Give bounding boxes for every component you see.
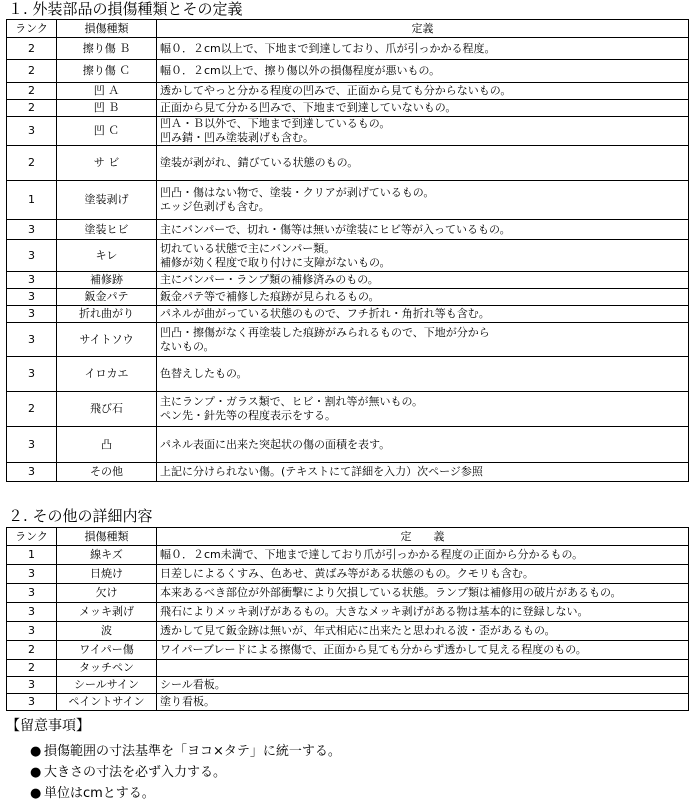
damage-type-cell: 欠け xyxy=(57,584,157,603)
header-type: 損傷種類 xyxy=(57,528,157,546)
note-item xyxy=(30,741,341,762)
definition-line: 上記に分けられない傷。(テキストにて詳細を入力）次ページ参照 xyxy=(160,465,483,478)
definition-line: 幅０．２cm以上で、下地まで到達しており、爪が引っかかる程度。 xyxy=(160,41,496,55)
damage-type-cell: 日焼け xyxy=(57,565,157,584)
damage-type-cell: 擦り傷 Ｂ xyxy=(57,38,157,60)
note-text: 損傷範囲の寸法基準を「ヨコ×タテ」に統一する。 xyxy=(44,744,341,759)
damage-type-cell: その他 xyxy=(57,463,157,482)
definition-cell xyxy=(157,117,689,146)
damage-type-cell: 塗装剥げ xyxy=(57,181,157,220)
damage-type-cell: 凹 Ｂ xyxy=(57,100,157,117)
definition-cell xyxy=(157,100,689,117)
header-type: 損傷種類 xyxy=(57,20,157,38)
table-row xyxy=(7,117,689,146)
rank-cell: 3 xyxy=(7,220,57,240)
definition-line: 切れている状態で主にバンパー類。 xyxy=(160,241,336,255)
other-details-body xyxy=(7,546,689,711)
notes-list xyxy=(30,741,341,804)
rank-cell: 2 xyxy=(7,83,57,100)
definition-line: 鈑金パテ等で補修した痕跡が見られるもの。 xyxy=(160,290,380,303)
rank-cell: 2 xyxy=(7,660,57,677)
definition-cell xyxy=(157,60,689,83)
damage-type-cell: キレ xyxy=(57,240,157,272)
table-row xyxy=(7,622,689,641)
rank-cell: 3 xyxy=(7,117,57,146)
header-rank: ランク xyxy=(7,20,57,38)
note-item xyxy=(30,783,341,804)
definition-cell xyxy=(157,146,689,181)
damage-type-cell: 凸 xyxy=(57,427,157,463)
definition-line: ないもの。 xyxy=(160,339,215,353)
definition-line: ペン先・針先等の程度表示をする。 xyxy=(160,409,336,422)
rank-cell: 2 xyxy=(7,60,57,83)
rank-cell: 3 xyxy=(7,565,57,584)
rank-cell: 3 xyxy=(7,694,57,711)
definition-line: 補修が効く程度で取り付けに支障がないもの。 xyxy=(160,255,391,269)
definition-line: エッジ色剥げも含む。 xyxy=(160,200,270,213)
rank-cell: 3 xyxy=(7,427,57,463)
table-row xyxy=(7,60,689,83)
rank-cell: 1 xyxy=(7,546,57,565)
definition-line: 凹み錆・凹み塗装剥げも含む。 xyxy=(160,131,314,144)
rank-cell: 2 xyxy=(7,100,57,117)
table-row xyxy=(7,603,689,622)
header-rank: ランク xyxy=(7,528,57,546)
damage-type-cell: 凹 Ａ xyxy=(57,83,157,100)
table-row xyxy=(7,272,689,289)
damage-type-cell: タッチペン xyxy=(57,660,157,677)
rank-cell: 3 xyxy=(7,603,57,622)
rank-cell: 3 xyxy=(7,272,57,289)
section2-title: ２. その他の詳細内容 xyxy=(8,507,153,525)
rank-cell: 2 xyxy=(7,38,57,60)
definition-line: 主にバンパーで、切れ・傷等は無いが塗装にヒビ等が入っているもの。 xyxy=(160,222,511,236)
definition-cell xyxy=(157,272,689,289)
rank-cell: 3 xyxy=(7,622,57,641)
bullet-icon: ● xyxy=(30,744,42,759)
table-row xyxy=(7,546,689,565)
damage-definition-table xyxy=(6,19,689,482)
definition-cell xyxy=(157,660,689,677)
definition-cell xyxy=(157,622,689,641)
definition-cell xyxy=(157,181,689,220)
table-row xyxy=(7,100,689,117)
table-row xyxy=(7,220,689,240)
table-row xyxy=(7,694,689,711)
damage-type-cell: 補修跡 xyxy=(57,272,157,289)
table-row xyxy=(7,240,689,272)
rank-cell: 1 xyxy=(7,181,57,220)
definition-line: 凹Ａ・Ｂ以外で、下地まで到達しているもの。 xyxy=(160,117,391,130)
definition-cell xyxy=(157,677,689,694)
damage-type-cell: サ ビ xyxy=(57,146,157,181)
damage-type-cell: サイトソウ xyxy=(57,323,157,357)
other-details-table xyxy=(6,527,689,711)
header-definition: 定義 xyxy=(157,20,689,38)
table-row xyxy=(7,357,689,392)
bullet-icon: ● xyxy=(30,786,42,801)
table-header-row xyxy=(7,20,689,38)
note-item xyxy=(30,762,341,783)
damage-type-cell: 凹 Ｃ xyxy=(57,117,157,146)
damage-type-cell: ワイパー傷 xyxy=(57,641,157,660)
table-row xyxy=(7,83,689,100)
definition-line: パネルが曲がっている状態のもので、フチ折れ・角折れ等も含む。 xyxy=(160,307,490,320)
bullet-icon: ● xyxy=(30,765,42,780)
table-row xyxy=(7,584,689,603)
rank-cell: 2 xyxy=(7,146,57,181)
damage-type-cell: 波 xyxy=(57,622,157,641)
definition-cell xyxy=(157,289,689,306)
rank-cell: 3 xyxy=(7,584,57,603)
damage-type-cell: イロカエ xyxy=(57,357,157,392)
definition-line: 透かしてやっと分かる程度の凹みで、正面から見ても分からないもの。 xyxy=(160,84,512,97)
definition-cell xyxy=(157,306,689,323)
rank-cell: 3 xyxy=(7,463,57,482)
rank-cell: 2 xyxy=(7,641,57,660)
definition-cell xyxy=(157,240,689,272)
damage-type-cell: 塗装ヒビ xyxy=(57,220,157,240)
table-row xyxy=(7,677,689,694)
definition-cell xyxy=(157,427,689,463)
definition-line: 凹凸・傷はない物で、塗装・クリアが剥げているもの。 xyxy=(160,186,435,199)
definition-cell xyxy=(157,546,689,565)
damage-type-cell: 折れ曲がり xyxy=(57,306,157,323)
definition-line: 本来あるべき部位が外部衝撃により欠損している状態。ランプ類は補修用の破片があるもの。 xyxy=(160,586,622,599)
definition-line: 凹凸・擦傷がなく再塗装した痕跡がみられるもので、下地が分から xyxy=(160,325,490,339)
definition-line: パネル表面に出来た突起状の傷の面積を表す。 xyxy=(160,437,391,451)
damage-type-cell: ペイントサイン xyxy=(57,694,157,711)
definition-line: 塗装が剥がれ、錆びている状態のもの。 xyxy=(160,156,359,169)
damage-type-cell: 飛び石 xyxy=(57,392,157,427)
table-row xyxy=(7,660,689,677)
definition-line: 透かして見て鈑金跡は無いが、年式相応に出来たと思われる波・歪があるもの。 xyxy=(160,624,556,637)
table-row xyxy=(7,392,689,427)
damage-type-cell: 線キズ xyxy=(57,546,157,565)
definition-line: 幅０．２cm以上で、擦り傷以外の損傷程度が悪いもの。 xyxy=(160,64,441,77)
definition-line: 幅０．２cm未満で、下地まで達しており爪が引っかかる程度の正面から分かるもの。 xyxy=(160,548,584,561)
definition-cell xyxy=(157,584,689,603)
rank-cell: 3 xyxy=(7,323,57,357)
damage-type-cell: 擦り傷 Ｃ xyxy=(57,60,157,83)
table-row xyxy=(7,323,689,357)
definition-cell xyxy=(157,694,689,711)
definition-cell xyxy=(157,641,689,660)
rank-cell: 3 xyxy=(7,240,57,272)
notes-title: 【留意事項】 xyxy=(6,718,90,734)
table-row xyxy=(7,289,689,306)
table-row xyxy=(7,146,689,181)
definition-line: 日差しによるくすみ、色あせ、黄ばみ等がある状態のもの。クモリも含む。 xyxy=(160,567,534,580)
definition-cell xyxy=(157,392,689,427)
note-text: 大きさの寸法を必ず入力する。 xyxy=(44,765,227,780)
table-row xyxy=(7,427,689,463)
definition-cell xyxy=(157,220,689,240)
definition-line: ワイパーブレードによる擦傷で、正面から見ても分からず透かして見える程度のもの。 xyxy=(160,643,587,656)
definition-cell xyxy=(157,38,689,60)
table-row xyxy=(7,565,689,584)
rank-cell: 3 xyxy=(7,306,57,323)
definition-line: 主にランプ・ガラス類で、ヒビ・割れ等が無いもの。 xyxy=(160,395,424,408)
rank-cell: 2 xyxy=(7,392,57,427)
definition-line: 塗り看板。 xyxy=(160,695,215,708)
definition-line: 飛石によりメッキ剥げがあるもの。大きなメッキ剥げがある物は基本的に登録しない。 xyxy=(160,605,589,618)
table-row xyxy=(7,463,689,482)
definition-line: 色替えしたもの。 xyxy=(160,367,248,380)
rank-cell: 3 xyxy=(7,289,57,306)
definition-cell xyxy=(157,323,689,357)
table-row xyxy=(7,306,689,323)
definition-cell xyxy=(157,463,689,482)
definition-line: 正面から見て分かる凹みで、下地まで到達していないもの。 xyxy=(160,101,457,114)
table-header-row xyxy=(7,528,689,546)
section1-title: １. 外装部品の損傷種類とその定義 xyxy=(8,0,243,18)
note-text: 単位はcmとする。 xyxy=(44,786,155,801)
rank-cell: 3 xyxy=(7,677,57,694)
table-row xyxy=(7,641,689,660)
definition-cell xyxy=(157,565,689,584)
definition-cell xyxy=(157,603,689,622)
definition-cell xyxy=(157,357,689,392)
damage-type-cell: シールサイン xyxy=(57,677,157,694)
table-row xyxy=(7,38,689,60)
damage-type-cell: 鈑金パテ xyxy=(57,289,157,306)
definition-cell xyxy=(157,83,689,100)
definition-line: 主にバンパー・ランプ類の補修済みのもの。 xyxy=(160,273,379,286)
definition-line: シール看板。 xyxy=(160,678,226,691)
damage-definition-body xyxy=(7,38,689,482)
table-row xyxy=(7,181,689,220)
damage-type-cell: メッキ剥げ xyxy=(57,603,157,622)
header-definition: 定 義 xyxy=(157,528,689,546)
rank-cell: 3 xyxy=(7,357,57,392)
